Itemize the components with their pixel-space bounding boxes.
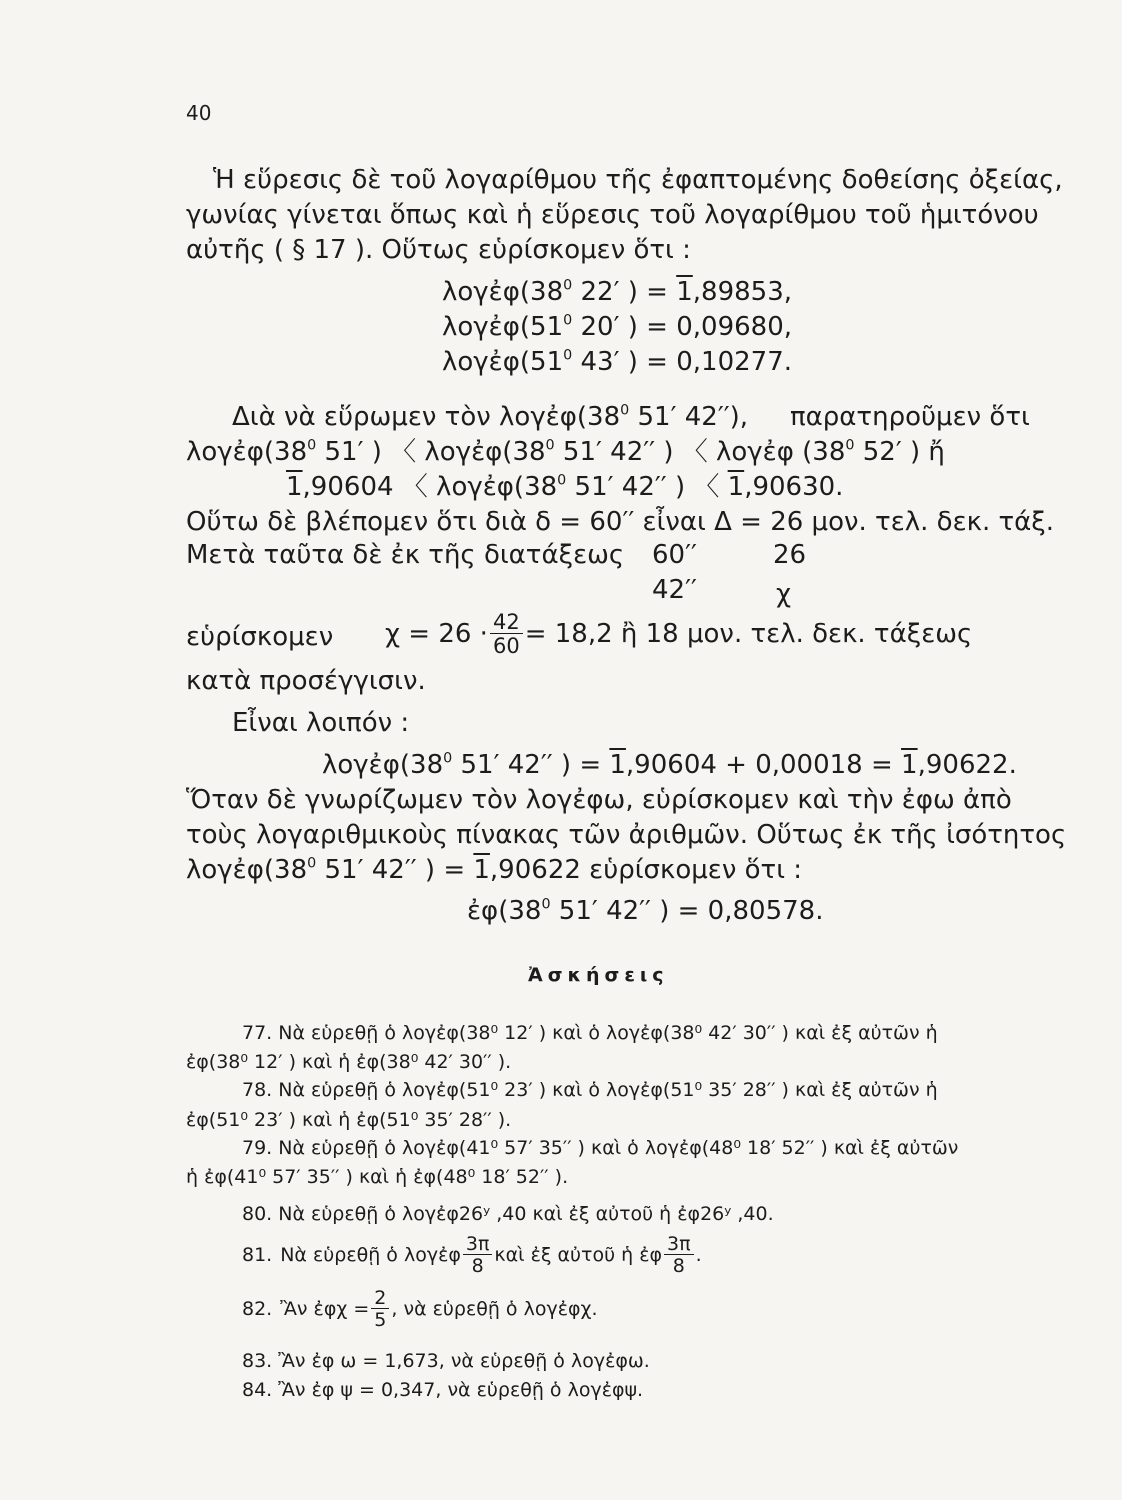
exercise-84: 84. Ἂν ἐφ ψ = 0,347, νὰ εὑρεθῇ ὁ λογἐφψ. xyxy=(242,1379,644,1401)
exercise-80: 80. Νὰ εὑρεθῇ ὁ λογἐφ26ʸ ,40 καὶ ἐξ αὐτοῦ ἡ ἐφ26ʸ ,40. xyxy=(242,1203,774,1225)
fraction: $\frac{3\pi}{8}$ xyxy=(463,1235,493,1276)
paragraph-line: Διὰ νὰ εὕρωμεν τὸν $\lambda o\gamma ἐ\varphi(38^0$ 51′ 42′′), xyxy=(232,402,749,432)
exercise-81: 81. Νὰ εὑρεθῇ ὁ λογἐφ $\frac{3\pi}{8}$ καὶ ἐξ αὐτοῦ ἡ ἐφ $\frac{3\pi}{8}$ . xyxy=(242,1232,702,1277)
paragraph-line: αὐτῆς ( § 17 ). Οὕτως εὑρίσκομεν ὅτι : xyxy=(186,235,691,265)
exercise-82: 82. Ἂν ἐφχ = $\frac{2}{5}$ , νὰ εὑρεθῇ ὁ λογἐφχ. xyxy=(242,1286,598,1331)
paragraph-line: Μετὰ ταῦτα δὲ ἐκ τῆς διατάξεως xyxy=(186,540,625,570)
formula-row: $\lambda o\gamma ἐ\varphi(38^0$ 22′ ) = 1,89853, xyxy=(442,277,793,307)
exercise-77-cont: ἐφ(38⁰ 12′ ) καὶ ἡ ἐφ(38⁰ 42′ 30′′ ). xyxy=(186,1051,512,1073)
formula-row: $\lambda o\gamma ἐ\varphi(51^0$ 43′ ) = 0,10277. xyxy=(442,347,792,377)
table-value: 60′′ xyxy=(652,540,697,570)
table-value: 26 xyxy=(773,540,807,570)
table-value: 42′′ xyxy=(652,575,697,605)
fraction: $\frac{2}{5}$ xyxy=(371,1289,389,1330)
exercise-83: 83. Ἂν ἐφ ω = 1,673, νὰ εὑρεθῇ ὁ λογἐφω. xyxy=(242,1350,650,1372)
fraction: $\frac{3\pi}{8}$ xyxy=(664,1235,694,1276)
formula-row: $\lambda o\gamma ἐ\varphi(51^0$ 20′ ) = 0,09680, xyxy=(442,312,792,342)
paragraph-line: γωνίας γίνεται ὅπως καὶ ἡ εὕρεσις τοῦ λογαρίθμου τοῦ ἡμιτόνου xyxy=(186,200,1039,230)
exercise-77: 77. Νὰ εὑρεθῇ ὁ λογἐφ(38⁰ 12′ ) καὶ ὁ λογἐφ(38⁰ 42′ 30′′ ) καὶ ἐξ αὐτῶν ἡ xyxy=(242,1022,938,1044)
paragraph-line: Εἶναι λοιπόν : xyxy=(232,708,410,738)
page-number: 40 xyxy=(186,101,212,125)
paragraph-line: $\lambda o\gamma ἐ\varphi(38^0$ 51′ 42′′ ) = 1,90622 εὑρίσκομεν ὅτι : xyxy=(186,855,803,885)
exercise-79-cont: ἡ ἐφ(41⁰ 57′ 35′′ ) καὶ ἡ ἐφ(48⁰ 18′ 52′′ ). xyxy=(186,1166,569,1188)
paragraph-line: εὑρίσκομεν xyxy=(186,622,334,652)
paragraph-line: Ὅταν δὲ γνωρίζωμεν τὸν λογἐφω, εὑρίσκομεν καὶ τὴν ἐφω ἀπὸ xyxy=(186,785,1012,815)
exercise-79: 79. Νὰ εὑρεθῇ ὁ λογἐφ(41⁰ 57′ 35′′ ) καὶ ὁ λογἐφ(48⁰ 18′ 52′′ ) καὶ ἐξ αὐτῶν xyxy=(242,1137,959,1159)
inequality-line: 1,90604 〈 $\lambda o\gamma ἐ\varphi(38^0$ 51′ 42′′ ) 〈 1,90630. xyxy=(286,472,844,502)
paragraph-line: παρατηροῦμεν ὅτι xyxy=(790,402,1030,432)
formula-x: χ = 26 · $\frac{42}{60}$ = 18,2 ἢ 18 μον. τελ. δεκ. τάξεως xyxy=(385,609,973,658)
inequality-line: $\lambda o\gamma ἐ\varphi(38^0$ 51′ ) 〈 $\lambda o\gamma ἐ\varphi(38^0$ 51′ 42′′ ) 〈 λογἐφ ($38^0$ 52′ ) ἤ xyxy=(186,437,945,467)
fraction: $\frac{42}{60}$ xyxy=(490,612,523,657)
table-value: χ xyxy=(776,579,792,609)
paragraph-line: τοὺς λογαριθμικοὺς πίνακας τῶν ἀριθμῶν. Οὕτως ἐκ τῆς ἰσότητος xyxy=(186,820,1067,850)
paragraph-line: Ἡ εὕρεσις δὲ τοῦ λογαρίθμου τῆς ἐφαπτομένης δοθείσης ὀξείας, xyxy=(213,165,1063,195)
exercises-heading: Ἀσκήσεις xyxy=(528,964,669,986)
paragraph-line: Οὕτω δὲ βλέπομεν ὅτι διὰ δ = 60′′ εἶναι Δ = 26 μον. τελ. δεκ. τάξ. xyxy=(186,507,1055,537)
paragraph-line: κατὰ προσέγγισιν. xyxy=(186,666,426,696)
exercise-78-cont: ἐφ(51⁰ 23′ ) καὶ ἡ ἐφ(51⁰ 35′ 28′′ ). xyxy=(186,1109,512,1131)
formula-row: $\lambda o\gamma ἐ\varphi(38^0$ 51′ 42′′ ) = 1,90604 + 0,00018 = 1,90622. xyxy=(322,750,1017,780)
formula-row: $ἐ\varphi(38^0$ 51′ 42′′ ) = 0,80578. xyxy=(467,896,824,926)
exercise-78: 78. Νὰ εὑρεθῇ ὁ λογἐφ(51⁰ 23′ ) καὶ ὁ λογἐφ(51⁰ 35′ 28′′ ) καὶ ἐξ αὐτῶν ἡ xyxy=(242,1079,938,1101)
